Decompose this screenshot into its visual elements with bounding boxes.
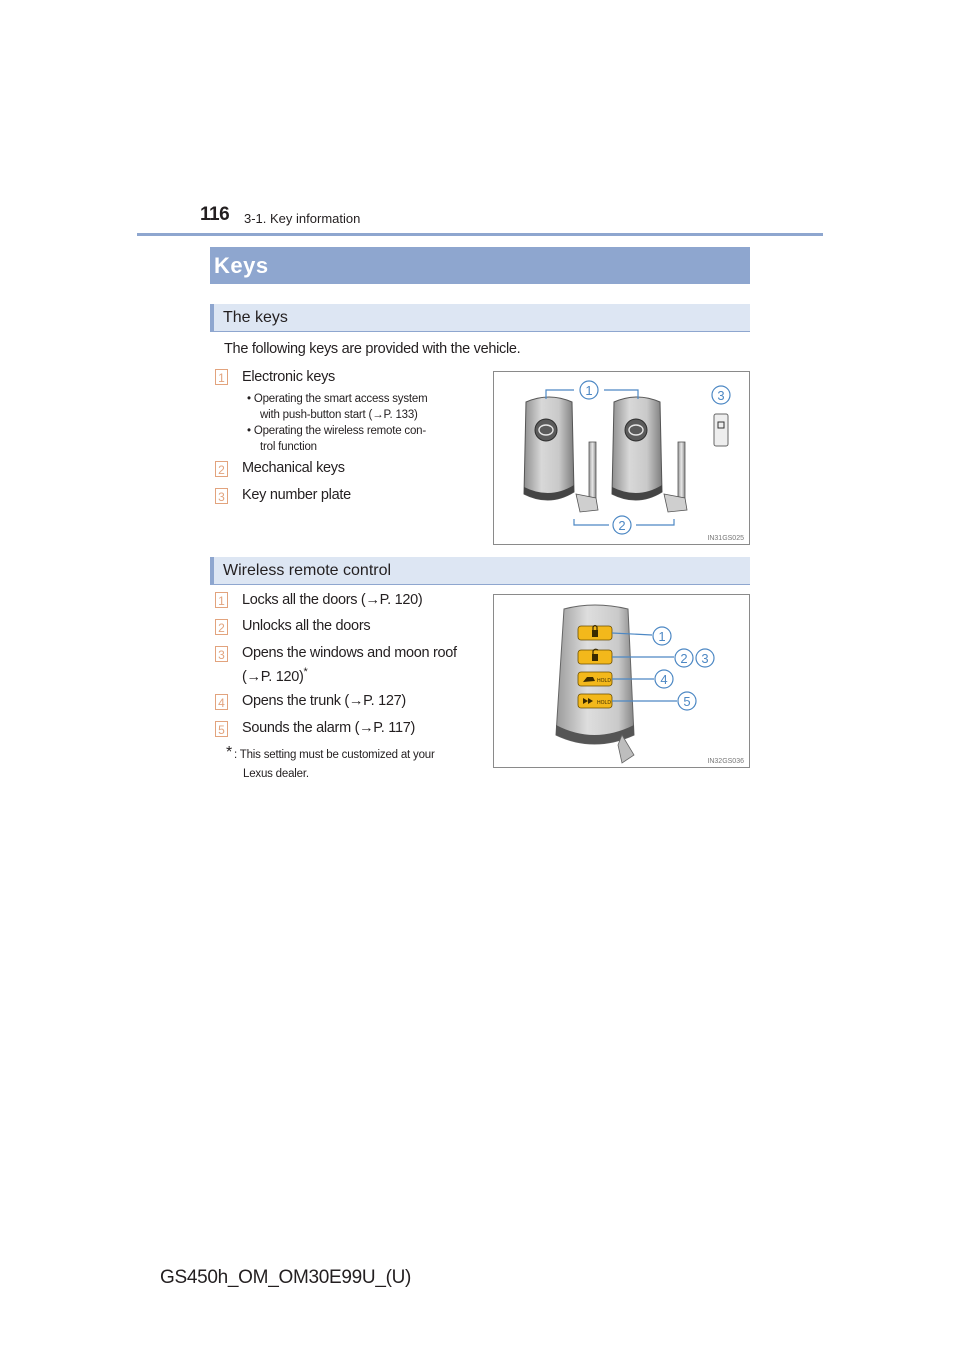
subheading-text: The keys bbox=[223, 309, 288, 326]
page-number: 116 bbox=[200, 204, 230, 225]
svg-text:3: 3 bbox=[701, 651, 709, 666]
figure-callout bbox=[613, 516, 631, 534]
bullet-smart-access: • Operating the smart access system bbox=[247, 393, 428, 405]
figure-callout bbox=[655, 670, 673, 688]
mechanical-key-right bbox=[664, 442, 687, 512]
footnote-text-cont: Lexus dealer. bbox=[243, 768, 309, 780]
trunk-button bbox=[578, 672, 612, 686]
item-number-box: 3 bbox=[215, 488, 228, 504]
key-number-plate bbox=[714, 414, 728, 446]
unlock-icon bbox=[592, 654, 598, 661]
figure-callout bbox=[675, 649, 693, 667]
figure-callout bbox=[678, 692, 696, 710]
svg-text:5: 5 bbox=[683, 694, 691, 709]
footnote-mark: * bbox=[226, 744, 233, 761]
list-item-unlock: Unlocks all the doors bbox=[242, 618, 371, 634]
footer-document-code: GS450h_OM_OM30E99U_(U) bbox=[160, 1267, 412, 1288]
item-number-box: 5 bbox=[215, 721, 228, 737]
svg-text:1: 1 bbox=[658, 629, 666, 644]
figure-callout bbox=[580, 381, 598, 399]
header-rule bbox=[137, 233, 823, 236]
electronic-key-right bbox=[612, 397, 662, 500]
list-item-key-number-plate: Key number plate bbox=[242, 487, 351, 503]
footnote-text: : This setting must be customized at your bbox=[234, 749, 435, 761]
svg-text:HOLD: HOLD bbox=[597, 700, 611, 706]
mechanical-key-left bbox=[576, 442, 598, 512]
figure-code: IN31GS025 bbox=[707, 535, 744, 542]
item-number-box: 1 bbox=[215, 592, 228, 608]
figure-callout bbox=[696, 649, 714, 667]
bullet-wireless-remote: • Operating the wireless remote con- bbox=[247, 425, 426, 437]
item-number-box: 4 bbox=[215, 694, 228, 710]
svg-text:4: 4 bbox=[660, 672, 668, 687]
bullet-smart-access-cont: with push-button start (→P. 133) bbox=[260, 409, 418, 421]
svg-text:HOLD: HOLD bbox=[597, 678, 611, 684]
subheading-the-keys bbox=[210, 304, 750, 332]
item-number-box: 2 bbox=[215, 619, 228, 635]
page-title: Keys bbox=[214, 253, 269, 278]
list-item-trunk: Opens the trunk (→P. 127) bbox=[242, 693, 406, 709]
remote-illustration bbox=[494, 595, 749, 767]
list-item-mechanical-keys: Mechanical keys bbox=[242, 460, 345, 476]
bullet-wireless-remote-cont: trol function bbox=[260, 441, 317, 453]
section-title: 3-1. Key information bbox=[244, 211, 361, 226]
keys-intro: The following keys are provided with the vehicle. bbox=[224, 341, 521, 357]
asterisk-mark: * bbox=[303, 666, 308, 678]
list-item-electronic-keys: Electronic keys bbox=[242, 369, 336, 385]
subheading-wireless-remote bbox=[210, 557, 750, 585]
electronic-key-left bbox=[524, 397, 574, 500]
subheading-text: Wireless remote control bbox=[223, 562, 392, 579]
svg-text:1: 1 bbox=[585, 383, 593, 398]
remote-figure bbox=[493, 594, 750, 768]
title-banner bbox=[210, 247, 750, 284]
list-item-windows-cont bbox=[242, 666, 308, 685]
list-item-alarm: Sounds the alarm (→P. 117) bbox=[242, 720, 416, 736]
list-item-lock: Locks all the doors (→P. 120) bbox=[242, 592, 423, 608]
unlock-button bbox=[578, 649, 612, 664]
figure-callout bbox=[653, 627, 671, 645]
list-item-windows: Opens the windows and moon roof bbox=[242, 645, 457, 661]
lock-icon bbox=[592, 630, 598, 637]
keys-figure bbox=[493, 371, 750, 545]
panic-button bbox=[578, 694, 612, 708]
lock-button bbox=[578, 626, 612, 641]
item-number-box: 3 bbox=[215, 646, 228, 662]
svg-text:2: 2 bbox=[618, 518, 626, 533]
keys-illustration bbox=[494, 372, 749, 544]
svg-text:2: 2 bbox=[680, 651, 688, 666]
figure-code: IN32GS036 bbox=[707, 758, 744, 765]
figure-callout bbox=[712, 386, 730, 404]
item-number-box: 2 bbox=[215, 461, 228, 477]
item-number-box: 1 bbox=[215, 369, 228, 385]
windows-page-ref: (→P. 120) bbox=[242, 668, 304, 685]
svg-text:3: 3 bbox=[717, 388, 725, 403]
